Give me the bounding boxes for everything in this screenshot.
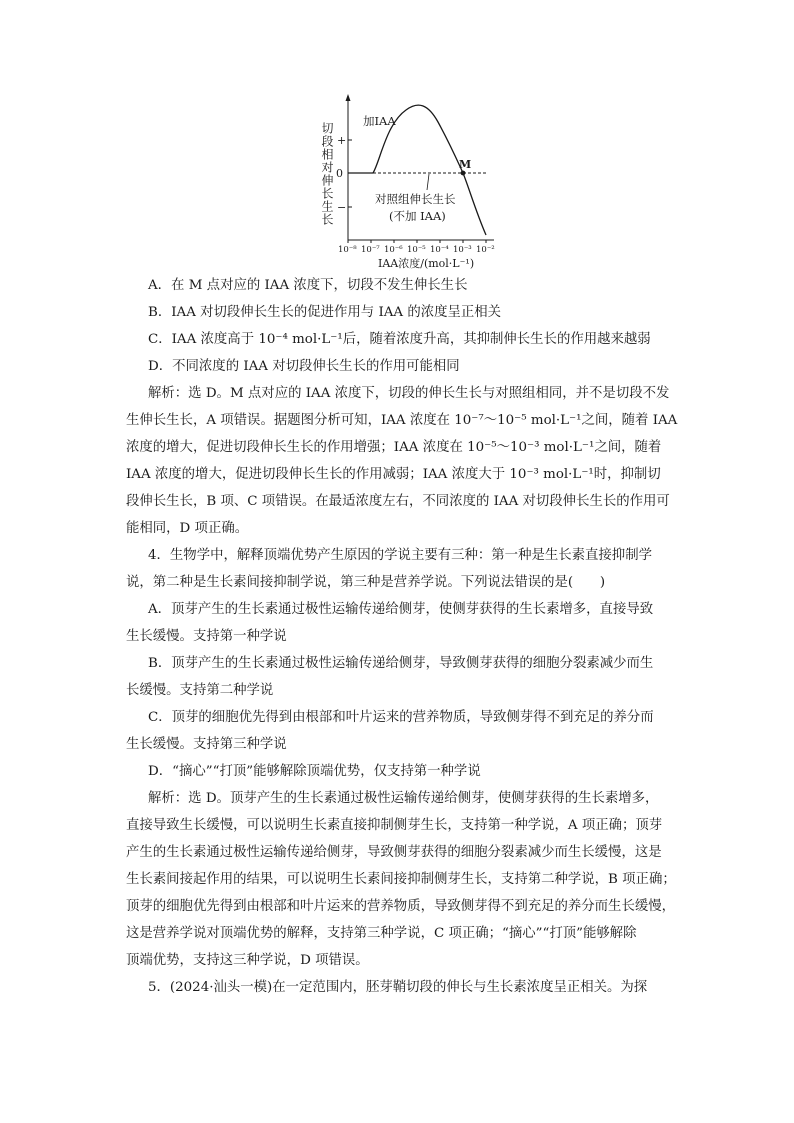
- analysis-line: 解析：选 D。顶芽产生的生长素通过极性运输传递给侧芽，使侧芽获得的生长素增多，: [148, 791, 659, 806]
- curve-label: 加IAA: [363, 114, 396, 128]
- control-label-2: (不加 IAA): [389, 209, 446, 223]
- option-b: B．顶芽产生的生长素通过极性运输传递给侧芽，导致侧芽获得的细胞分裂素减少而生: [148, 656, 654, 671]
- x-tick-label: 10⁻³: [453, 245, 472, 255]
- question-4-stem: 说，第二种是生长素间接抑制学说，第三种是营养学说。下列说法错误的是( ): [126, 575, 606, 590]
- m-label: M: [459, 158, 472, 171]
- x-tick-label: 10⁻⁷: [361, 245, 380, 255]
- analysis-line: 生伸长生长，A 项错误。据题图分析可知，IAA 浓度在 10⁻⁷～10⁻⁵ mol·L⁻¹之间，随着 IAA: [126, 413, 678, 428]
- iaa-figure: [318, 92, 498, 272]
- option-b-cont: 长缓慢。支持第二种学说: [126, 683, 274, 698]
- option-c-cont: 生长缓慢。支持第三种学说: [126, 737, 287, 752]
- analysis-line: 能相同，D 项正确。: [126, 521, 249, 536]
- analysis-line: 产生的生长素通过极性运输传递给侧芽，导致侧芽获得的细胞分裂素减少而生长缓慢，这是: [126, 845, 662, 860]
- x-tick-label: 10⁻⁴: [430, 245, 449, 255]
- y-axis-arrow-icon: [346, 94, 351, 101]
- option-c: C．顶芽的细胞优先得到由根部和叶片运来的营养物质，导致侧芽得不到充足的养分而: [148, 710, 654, 725]
- analysis-line: 顶端优势，支持这三种学说，D 项错误。: [126, 953, 369, 968]
- y-axis-label: 切段相对伸长生长: [320, 122, 334, 226]
- x-tick-label: 10⁻⁶: [384, 245, 403, 255]
- analysis-line: 生长素间接起作用的结果，可以说明生长素间接抑制侧芽生长，支持第二种学说，B 项正确；: [126, 872, 676, 887]
- x-tick-label: 10⁻⁵: [407, 245, 426, 255]
- option-a: A．在 M 点对应的 IAA 浓度下，切段不发生伸长生长: [148, 278, 468, 293]
- y-plus-label: +: [337, 134, 347, 147]
- x-tick-label: 10⁻²: [476, 245, 495, 255]
- y-zero-label: 0: [336, 167, 343, 180]
- control-leader: [427, 174, 429, 190]
- option-b: B．IAA 对切段伸长生长的促进作用与 IAA 的浓度呈正相关: [148, 305, 502, 320]
- option-a-cont: 生长缓慢。支持第一种学说: [126, 629, 287, 644]
- analysis-line: 这是营养学说对顶端优势的解释，支持第三种学说，C 项正确；“摘心”“打顶”能够解除: [126, 926, 637, 941]
- question-4-stem: 4．生物学中，解释顶端优势产生原因的学说主要有三种：第一种是生长素直接抑制学: [148, 548, 652, 563]
- option-d: D．“摘心”“打顶”能够解除顶端优势，仅支持第一种学说: [148, 764, 481, 779]
- analysis-line: 解析：选 D。M 点对应的 IAA 浓度下，切段的伸长生长与对照组相同，并不是切段不发: [148, 386, 670, 401]
- analysis-line: IAA 浓度的增大，促进切段伸长生长的作用减弱；IAA 浓度大于 10⁻³ mol·L⁻¹时，抑制切: [126, 467, 661, 482]
- option-d: D．不同浓度的 IAA 对切段伸长生长的作用可能相同: [148, 359, 460, 374]
- analysis-line: 段伸长生长，B 项、C 项错误。在最适浓度左右，不同浓度的 IAA 对切段伸长生长的作用可: [126, 494, 670, 509]
- analysis-line: 浓度的增大，促进切段伸长生长的作用增强；IAA 浓度在 10⁻⁵～10⁻³ mol·L⁻¹之间，随着: [126, 440, 662, 455]
- control-label-1: 对照组伸长生长: [375, 192, 456, 206]
- question-5-stem: 5．(2024·汕头一模)在一定范围内，胚芽鞘切段的伸长与生长素浓度呈正相关。为探: [148, 980, 648, 995]
- option-a: A．顶芽产生的生长素通过极性运输传递给侧芽，使侧芽获得的生长素增多，直接导致: [148, 602, 654, 617]
- m-point: [461, 171, 466, 176]
- x-axis-label: IAA浓度/(mol·L⁻¹): [378, 257, 475, 270]
- option-c: C．IAA 浓度高于 10⁻⁴ mol·L⁻¹后，随着浓度升高，其抑制伸长生长的作用越来越弱: [148, 332, 651, 347]
- iaa-chart: [318, 92, 498, 272]
- y-minus-label: −: [337, 201, 347, 214]
- analysis-line: 直接导致生长缓慢，可以说明生长素直接抑制侧芽生长，支持第一种学说，A 项正确；顶芽: [126, 818, 663, 833]
- x-tick-label: 10⁻⁸: [338, 245, 357, 255]
- analysis-line: 顶芽的细胞优先得到由根部和叶片运来的营养物质，导致侧芽得不到充足的养分而生长缓慢，: [126, 899, 676, 914]
